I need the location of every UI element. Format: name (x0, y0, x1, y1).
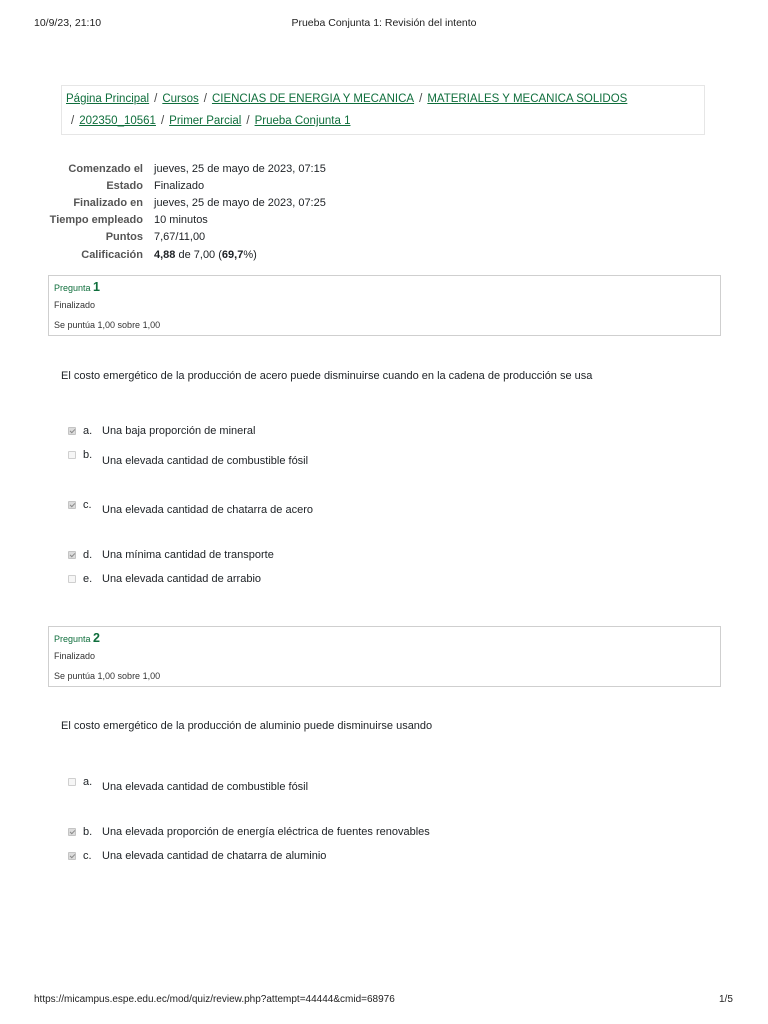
option-checkbox[interactable] (68, 852, 76, 860)
breadcrumb (61, 85, 705, 135)
breadcrumb-separator: / (203, 93, 207, 105)
summary-row-grade (40, 246, 326, 263)
option-text: Una mínima cantidad de transporte (102, 549, 274, 561)
breadcrumb-quiz-link[interactable]: Prueba Conjunta 1 (254, 115, 351, 127)
summary-row-state (40, 177, 326, 194)
option-letter: c. (83, 499, 92, 511)
summary-row-points (40, 229, 326, 246)
breadcrumb-parcial-link[interactable]: Primer Parcial (169, 115, 242, 127)
print-datetime: 10/9/23, 21:10 (34, 17, 102, 29)
grade-score: 4,88 (154, 248, 176, 261)
option-text: Una elevada cantidad de combustible fósil (102, 781, 309, 793)
summary-label: Tiempo empleado (49, 214, 143, 227)
breadcrumb-separator: / (71, 115, 75, 127)
summary-label: Calificación (81, 248, 143, 261)
breadcrumb-separator: / (419, 93, 423, 105)
summary-value: 10 minutos (154, 214, 208, 227)
breadcrumb-home-link[interactable]: Página Principal (66, 93, 150, 105)
option-text: Una elevada proporción de energía eléctrica de fuentes renovables (102, 826, 430, 838)
summary-row-finished (40, 194, 326, 211)
breadcrumb-section-link[interactable]: 202350_10561 (79, 115, 156, 127)
option-text: Una elevada cantidad de chatarra de acero (102, 504, 313, 516)
option-checkbox[interactable] (68, 575, 76, 583)
question-2-text: El costo emergético de la producción de aluminio puede disminuirse usando (61, 720, 433, 732)
option-letter: e. (83, 573, 93, 585)
option-checkbox[interactable] (68, 778, 76, 786)
print-title: Prueba Conjunta 1: Revisión del intento (291, 17, 477, 29)
summary-row-time (40, 212, 326, 229)
option-checkbox[interactable] (68, 427, 76, 435)
option-letter: a. (83, 776, 93, 788)
question-number-value: 2 (93, 631, 100, 645)
option-letter: a. (83, 425, 93, 437)
option-letter: d. (83, 549, 93, 561)
option-checkbox[interactable] (68, 451, 76, 459)
question-state: Finalizado (54, 651, 96, 661)
breadcrumb-category-link[interactable]: CIENCIAS DE ENERGIA Y MECANICA (211, 93, 415, 105)
question-1-info (48, 275, 721, 336)
print-url: https://micampus.espe.edu.ec/mod/quiz/review.php?attempt=44444&cmid=68976 (34, 994, 395, 1005)
option-text: Una elevada cantidad de chatarra de aluminio (102, 850, 327, 862)
breadcrumb-separator: / (154, 93, 158, 105)
question-1-text: El costo emergético de la producción de acero puede disminuirse cuando en la cadena de producción se usa (61, 370, 593, 382)
breadcrumb-course-link[interactable]: MATERIALES Y MECANICA SOLIDOS (427, 93, 628, 105)
question-label: Pregunta (54, 283, 91, 293)
summary-value-grade (154, 246, 326, 263)
question-2-info (48, 626, 721, 687)
print-page-number: 1/5 (719, 994, 733, 1005)
grade-end: %) (243, 248, 257, 261)
summary-label: Comenzado el (68, 162, 143, 175)
question-grade: Se puntúa 1,00 sobre 1,00 (54, 671, 161, 681)
question-number-value: 1 (93, 280, 100, 294)
summary-row-started (40, 160, 326, 177)
breadcrumb-separator: / (246, 115, 250, 127)
grade-mid: de 7,00 ( (175, 248, 222, 261)
summary-value: Finalizado (154, 179, 205, 192)
question-state: Finalizado (54, 300, 96, 310)
option-text: Una elevada cantidad de arrabio (102, 573, 262, 585)
option-checkbox[interactable] (68, 828, 76, 836)
option-text: Una baja proporción de mineral (102, 425, 256, 437)
summary-label: Estado (106, 179, 143, 192)
summary-value: 7,67/11,00 (154, 231, 206, 244)
summary-value: jueves, 25 de mayo de 2023, 07:25 (154, 196, 326, 209)
option-checkbox[interactable] (68, 501, 76, 509)
option-letter: c. (83, 850, 92, 862)
option-letter: b. (83, 449, 93, 461)
attempt-summary-table (40, 160, 326, 263)
summary-label: Puntos (105, 231, 143, 244)
question-grade: Se puntúa 1,00 sobre 1,00 (54, 320, 161, 330)
question-label: Pregunta (54, 634, 91, 644)
summary-label: Finalizado en (73, 196, 143, 209)
question-number (54, 280, 100, 294)
option-checkbox[interactable] (68, 551, 76, 559)
breadcrumb-courses-link[interactable]: Cursos (162, 93, 199, 105)
question-number (54, 631, 100, 645)
breadcrumb-separator: / (160, 115, 165, 127)
grade-percent: 69,7 (221, 248, 244, 261)
option-letter: b. (83, 826, 93, 838)
summary-value: jueves, 25 de mayo de 2023, 07:15 (154, 162, 326, 175)
option-text: Una elevada cantidad de combustible fósil (102, 455, 309, 467)
